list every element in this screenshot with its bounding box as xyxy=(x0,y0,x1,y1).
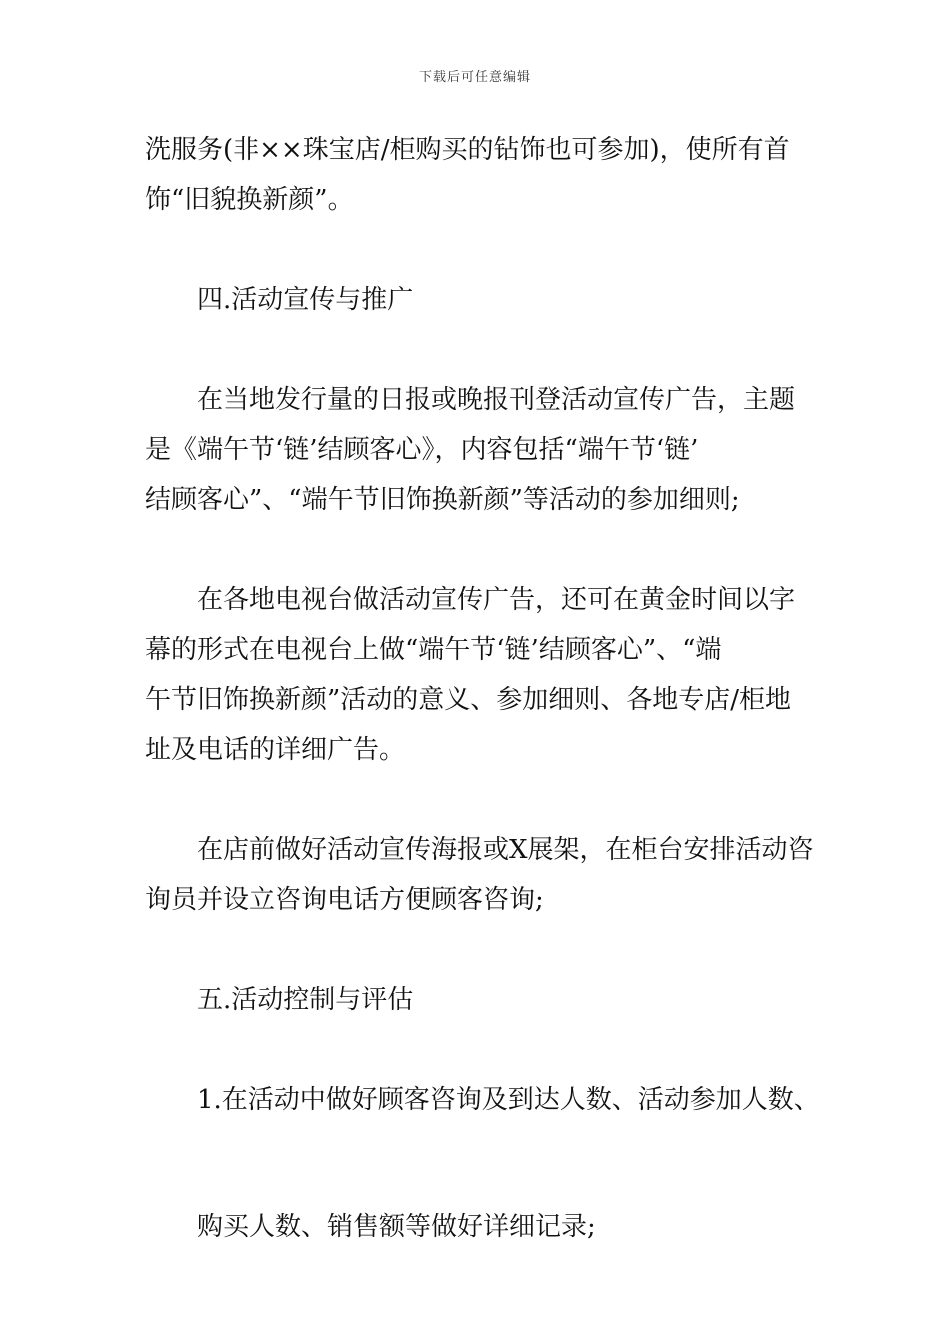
text-line: 购买人数、销售额等做好详细记录; xyxy=(197,1212,596,1242)
document-body xyxy=(145,125,820,1252)
text-line: 结顾客心”、“端午节旧饰换新颜”等活动的参加细则; xyxy=(145,485,740,515)
text-line: 午节旧饰换新颜”活动的意义、参加细则、各地专店/柜地 xyxy=(145,685,792,715)
text-line: 在当地发行量的日报或晚报刊登活动宣传广告，主题 xyxy=(197,385,796,415)
text-line: 询员并设立咨询电话方便顾客咨询; xyxy=(145,885,544,915)
paragraph-newspaper-ad xyxy=(145,375,810,525)
text-line: 饰“旧貌换新颜”。 xyxy=(145,185,354,215)
text-line: 洗服务(非××珠宝店/柜购买的钻饰也可参加)，使所有首 xyxy=(145,135,790,165)
section-heading-promotion: 四.活动宣传与推广 xyxy=(197,285,414,315)
paragraph-store-poster xyxy=(145,825,814,925)
paragraph-tv-ad xyxy=(145,575,810,775)
text-line: 幕的形式在电视台上做“端午节‘链’结顾客心”、“端 xyxy=(145,635,722,665)
text-line: 1.在活动中做好顾客咨询及到达人数、活动参加人数、 xyxy=(197,1085,820,1115)
section-heading-evaluation: 五.活动控制与评估 xyxy=(197,985,414,1015)
paragraph-service xyxy=(145,125,810,225)
text-line: 址及电话的详细广告。 xyxy=(145,735,406,765)
text-line: 在各地电视台做活动宣传广告，还可在黄金时间以字 xyxy=(197,585,796,615)
text-line: 是《端午节‘链’结顾客心》，内容包括“端午节‘链’ xyxy=(145,435,699,465)
list-item-record xyxy=(145,1075,820,1252)
text-line: 在店前做好活动宣传海报或X展架，在柜台安排活动咨 xyxy=(197,835,814,865)
page-header-note: 下载后可任意编辑 xyxy=(418,70,531,85)
